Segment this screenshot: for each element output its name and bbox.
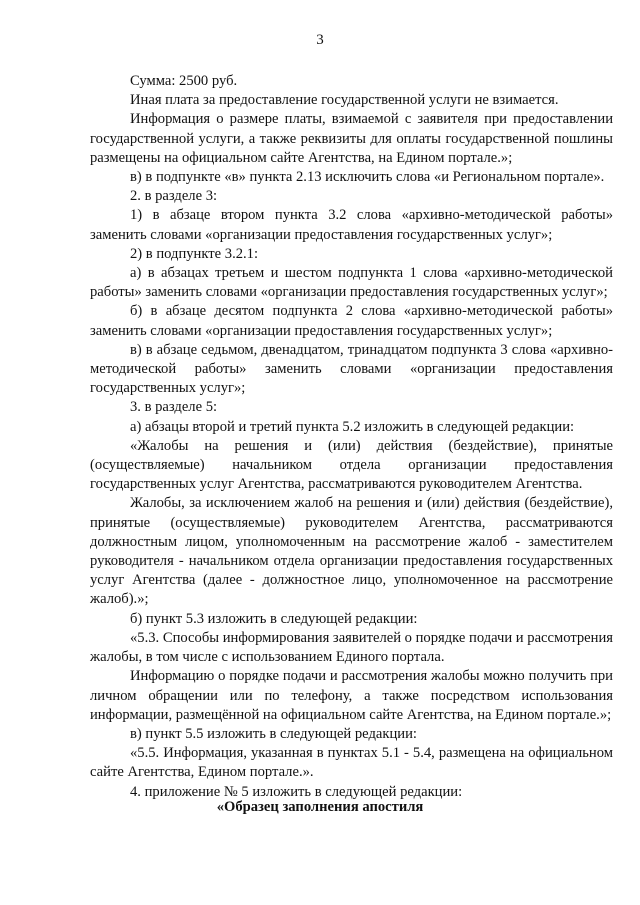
paragraph: в) пункт 5.5 изложить в следующей редакции: [130, 725, 417, 742]
section-heading: «Образец заполнения апостиля [216, 799, 424, 815]
paragraph: Сумма: 2500 руб. [130, 73, 238, 89]
paragraph: Информация о размере платы, взимаемой с заявителя при предоставлении государственной услуги, а также реквизиты для оплаты государственной пошлины размещены на официальном сайте Агентства, на Едином портале.»; [90, 111, 613, 166]
paragraph: а) абзацы второй и третий пункта 5.2 изложить в следующей редакции: [130, 418, 575, 435]
paragraph: «5.3. Способы информирования заявителей о порядке подачи и рассмотрения жалобы, в том числе с использованием Единого портала. [90, 629, 613, 666]
paragraph: б) в абзаце десятом подпункта 2 слова «архивно-методической работы» заменить словами «организации предоставления государственных услуг»; [90, 303, 613, 339]
page-number: 3 [316, 32, 324, 48]
paragraph: в) в подпункте «в» пункта 2.13 исключить слова «и Региональном портале». [130, 169, 605, 186]
paragraph: «Жалобы на решения и (или) действия (бездействие), принятые (осуществляемые) начальником отдела организации предоставления государственных услуг Агентства, рассматриваются руководителем Агентства. [90, 437, 613, 493]
paragraph: б) пункт 5.3 изложить в следующей редакции: [130, 610, 418, 627]
paragraph: Иная плата за предоставление государственной услуги не взимается. [130, 92, 559, 109]
paragraph: 2. в разделе 3: [130, 188, 218, 205]
paragraph: а) в абзацах третьем и шестом подпункта 1 слова «архивно-методической работы» заменить словами «организации предоставления государственных услуг»; [90, 265, 613, 301]
paragraph: 3. в разделе 5: [130, 399, 218, 416]
paragraph: Информацию о порядке подачи и рассмотрения жалобы можно получить при личном обращении или по телефону, а также посредством использования информации, размещённой на официальном сайте Агентства, на Едином портале.»; [90, 668, 613, 723]
paragraph: 4. приложение № 5 изложить в следующей редакции: [130, 783, 463, 800]
paragraph: Жалобы, за исключением жалоб на решения и (или) действия (бездействие), принятые (осуществляемые) руководителем Агентства, рассматриваются должностным лицом, уполномоченным на рассмотрение жалоб - заместителем руководителя - начальником отдела организации предоставления государственных услуг Агентства (далее - должностное лицо, уполномоченное на рассмотрение жалоб).»; [90, 495, 613, 608]
paragraph: в) в абзаце седьмом, двенадцатом, тринадцатом подпункта 3 слова «архивно-методической работы» заменить словами «организации предоставления государственных услуг»; [90, 341, 613, 397]
paragraph: 2) в подпункте 3.2.1: [130, 245, 259, 262]
paragraph: «5.5. Информация, указанная в пунктах 5.1 - 5.4, размещена на официальном сайте Агентства, Едином портале.». [90, 745, 613, 781]
document-body [90, 72, 613, 802]
paragraph: 1) в абзаце втором пункта 3.2 слова «архивно-методической работы» заменить словами «организации предоставления государственных услуг»; [90, 207, 613, 243]
